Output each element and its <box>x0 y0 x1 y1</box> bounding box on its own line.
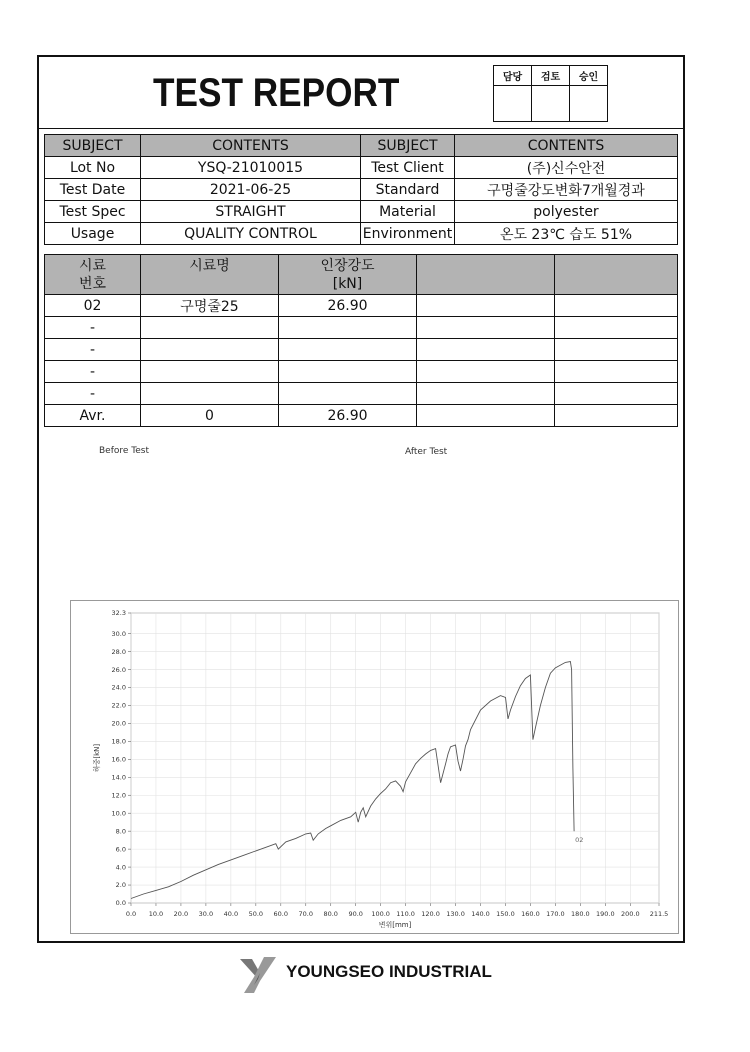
x-tick-label: 200.0 <box>620 910 640 918</box>
approval-box <box>493 65 608 122</box>
y-tick-label: 10.0 <box>111 809 126 818</box>
y-tick-label: 6.0 <box>115 845 126 854</box>
info-cell: Usage <box>45 223 141 245</box>
sample-cell <box>279 361 417 383</box>
info-cell: YSQ-21010015 <box>141 157 361 179</box>
x-tick-label: 120.0 <box>421 910 440 918</box>
load-displacement-chart <box>70 600 679 934</box>
y-axis-label: 하중[kN] <box>93 743 101 773</box>
after-test-label: After Test <box>405 447 448 457</box>
info-cell: 구명줄강도변화7개월경과 <box>455 179 678 201</box>
company-logo-icon <box>238 955 278 995</box>
x-tick-label: 20.0 <box>173 910 189 918</box>
x-tick-label: 10.0 <box>148 910 164 918</box>
sample-cell <box>555 295 678 317</box>
sample-cell <box>555 383 678 405</box>
sample-cell: 구명줄25 <box>141 295 279 317</box>
average-cell <box>555 405 678 427</box>
approval-label-charge: 담당 <box>494 66 532 86</box>
series-label: 02 <box>575 836 584 845</box>
approval-sign-approve <box>570 86 608 122</box>
x-tick-label: 130.0 <box>446 910 465 918</box>
approval-label-approve: 승인 <box>570 66 608 86</box>
info-cell: STRAIGHT <box>141 201 361 223</box>
info-cell: 온도 23℃ 습도 51% <box>455 223 678 245</box>
x-tick-label: 110.0 <box>396 910 415 918</box>
y-tick-label: 22.0 <box>111 701 126 710</box>
info-cell: Test Spec <box>45 201 141 223</box>
samples-header-name: 시료명 <box>141 255 279 295</box>
sample-cell <box>417 383 555 405</box>
samples-header-empty <box>555 255 678 295</box>
x-tick-label: 70.0 <box>298 910 313 918</box>
sample-cell <box>141 383 279 405</box>
y-tick-label: 32.3 <box>111 609 126 618</box>
sample-cell <box>141 317 279 339</box>
info-cell: Test Client <box>361 157 455 179</box>
x-tick-label: 211.5 <box>649 910 669 918</box>
plot-area <box>131 613 659 903</box>
chart-svg <box>71 601 678 933</box>
sample-cell <box>417 339 555 361</box>
sample-cell <box>279 383 417 405</box>
info-cell: (주)신수안전 <box>455 157 678 179</box>
approval-label-review: 검토 <box>532 66 570 86</box>
sample-cell <box>279 317 417 339</box>
report-title: TEST REPORT <box>153 71 400 115</box>
company-name: YOUNGSEO INDUSTRIAL <box>286 962 492 981</box>
info-cell: Material <box>361 201 455 223</box>
y-tick-label: 30.0 <box>111 629 126 638</box>
samples-header-strength: 인장강도 [kN] <box>279 255 417 295</box>
sample-cell <box>555 339 678 361</box>
samples-table <box>44 254 678 427</box>
sample-cell <box>417 317 555 339</box>
info-header-contents: CONTENTS <box>141 135 361 157</box>
y-tick-label: 16.0 <box>111 755 126 764</box>
y-tick-label: 18.0 <box>111 737 126 746</box>
info-header-contents: CONTENTS <box>455 135 678 157</box>
x-tick-label: 170.0 <box>546 910 565 918</box>
sample-cell <box>141 361 279 383</box>
y-tick-label: 24.0 <box>111 683 126 692</box>
average-cell <box>417 405 555 427</box>
x-tick-label: 30.0 <box>198 910 214 918</box>
y-tick-label: 14.0 <box>111 773 126 782</box>
sample-cell <box>417 295 555 317</box>
info-table <box>44 134 678 245</box>
samples-header-no: 시료 번호 <box>45 255 141 295</box>
sample-cell: 26.90 <box>279 295 417 317</box>
average-cell: 0 <box>141 405 279 427</box>
sample-cell <box>417 361 555 383</box>
x-tick-label: 50.0 <box>248 910 264 918</box>
y-tick-label: 26.0 <box>111 665 126 674</box>
y-tick-label: 0.0 <box>115 899 126 908</box>
x-axis-label: 변위[mm] <box>378 921 412 929</box>
info-header-subject: SUBJECT <box>361 135 455 157</box>
info-cell: 2021-06-25 <box>141 179 361 201</box>
approval-sign-review <box>532 86 570 122</box>
sample-cell <box>141 339 279 361</box>
x-tick-label: 150.0 <box>496 910 515 918</box>
info-cell: QUALITY CONTROL <box>141 223 361 245</box>
x-tick-label: 0.0 <box>125 910 137 918</box>
x-tick-label: 140.0 <box>471 910 490 918</box>
sample-cell: 02 <box>45 295 141 317</box>
before-test-label: Before Test <box>99 446 150 456</box>
x-tick-label: 80.0 <box>323 910 338 918</box>
info-cell: Lot No <box>45 157 141 179</box>
report-frame <box>37 55 685 943</box>
sample-cell: - <box>45 317 141 339</box>
sample-cell: - <box>45 383 141 405</box>
x-tick-label: 60.0 <box>273 910 289 918</box>
info-cell: Environment <box>361 223 455 245</box>
x-tick-label: 100.0 <box>371 910 390 918</box>
sample-cell <box>555 317 678 339</box>
x-tick-label: 90.0 <box>348 910 363 918</box>
report-header <box>39 57 683 129</box>
sample-cell: - <box>45 339 141 361</box>
y-tick-label: 8.0 <box>115 827 126 836</box>
sample-cell: - <box>45 361 141 383</box>
average-cell: Avr. <box>45 405 141 427</box>
x-tick-label: 40.0 <box>223 910 239 918</box>
average-cell: 26.90 <box>279 405 417 427</box>
info-cell: polyester <box>455 201 678 223</box>
y-tick-label: 28.0 <box>111 647 126 656</box>
info-header-subject: SUBJECT <box>45 135 141 157</box>
info-cell: Standard <box>361 179 455 201</box>
y-tick-label: 4.0 <box>115 863 126 872</box>
info-cell: Test Date <box>45 179 141 201</box>
x-tick-label: 190.0 <box>596 910 615 918</box>
approval-sign-charge <box>494 86 532 122</box>
y-tick-label: 12.0 <box>111 791 126 800</box>
y-tick-label: 2.0 <box>115 881 126 890</box>
sample-cell <box>555 361 678 383</box>
x-tick-label: 160.0 <box>521 910 540 918</box>
y-tick-label: 20.0 <box>111 719 126 728</box>
samples-header-empty <box>417 255 555 295</box>
x-tick-label: 180.0 <box>571 910 590 918</box>
sample-cell <box>279 339 417 361</box>
